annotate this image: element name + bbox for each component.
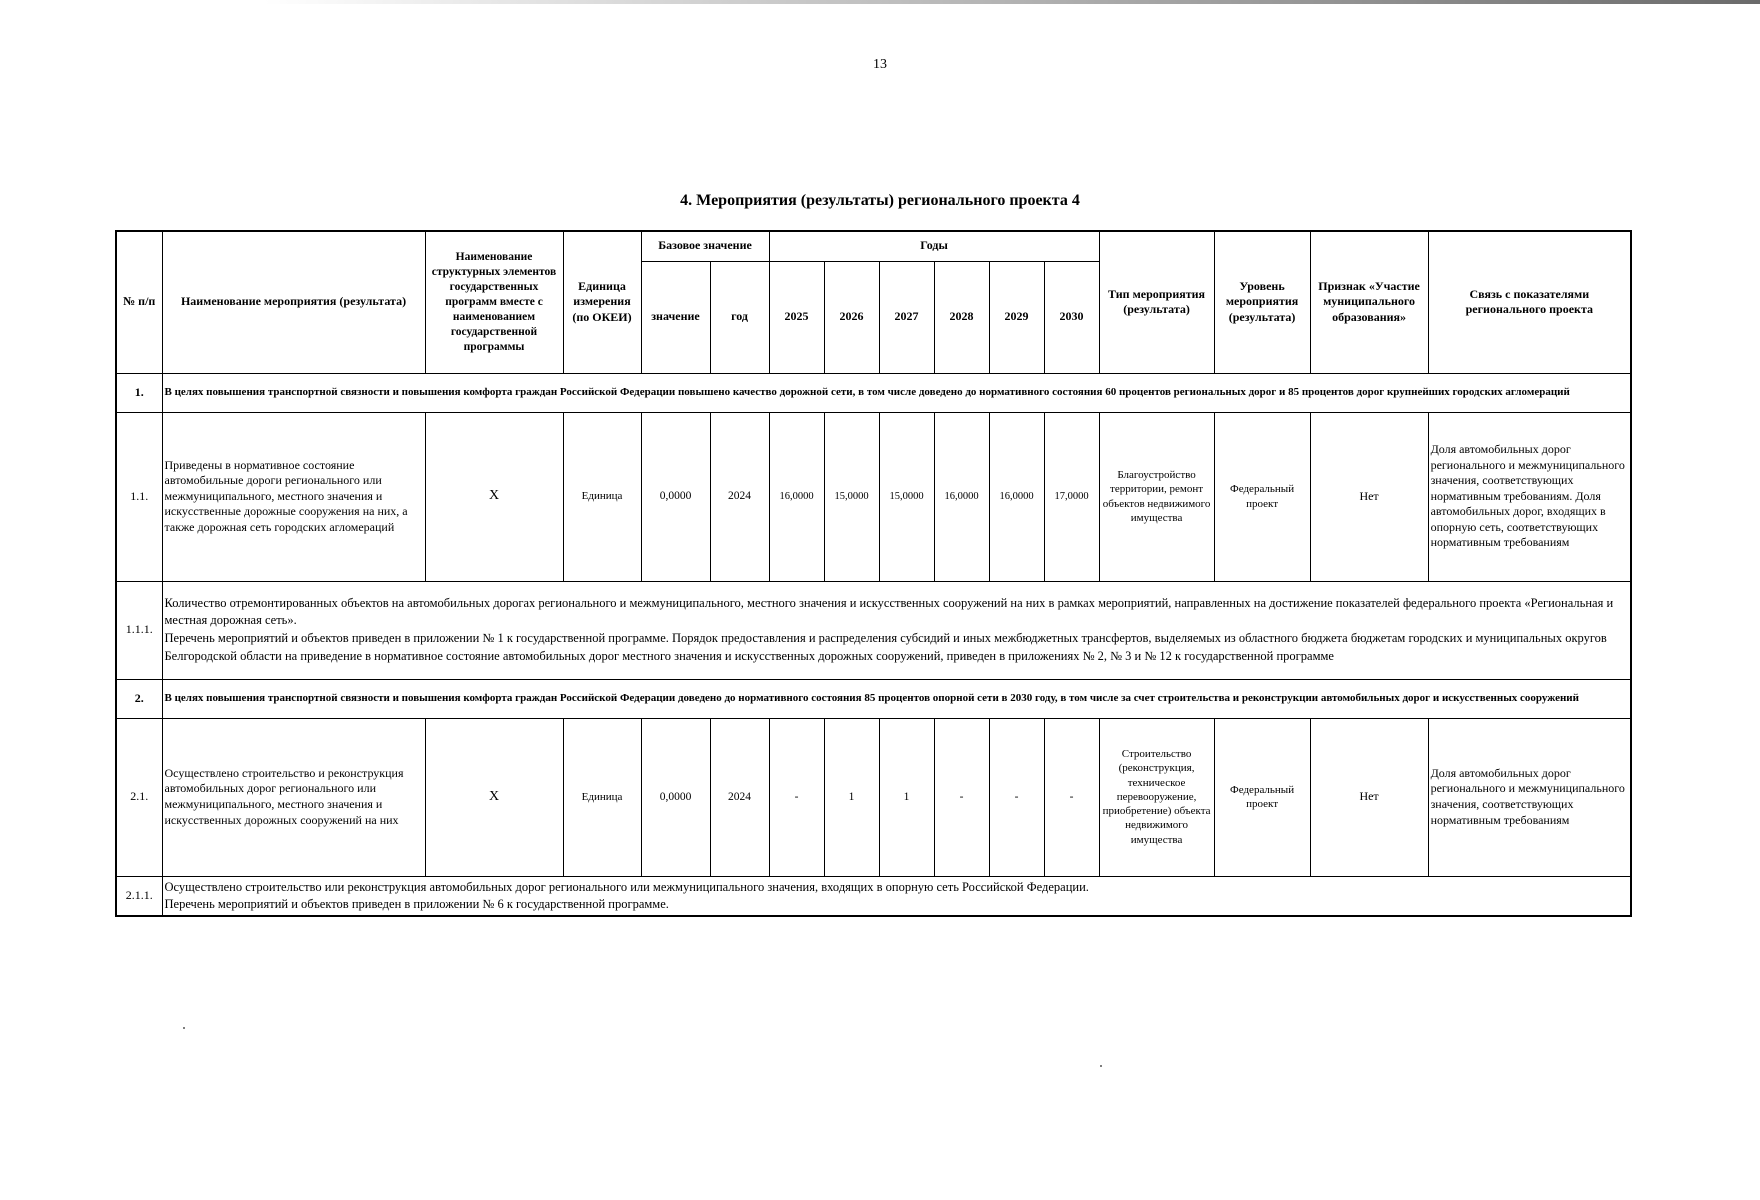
sub-line-2: Перечень мероприятий и объектов приведен в приложении № 1 к государственной программе. Порядок предоставления и распределения субсидий и иных межбюджетных трансфертов, выделяемых из областного бюджета бюджетам городских и муниципальных округов Белгородской области на приведение в нормативное состояние автомобильных дорог местного значения и искусственных дорожных сооружений, приведен в приложениях № 2, № 3 и № 12 к государственной программе [164, 631, 1607, 663]
row-value-2025: - [769, 718, 824, 876]
sub-line-1: Осуществлено строительство или реконструкция автомобильных дорог регионального или межмуниципального значения, входящих в опорную сеть Российской Федерации. [164, 879, 1089, 894]
section-text: В целях повышения транспортной связности и повышения комфорта граждан Российской Федерации повышено качество дорожной сети, в том числе доведено до нормативного состояния 60 процентов региональных дорог и 85 процентов дорог крупнейших городских агломераций [162, 373, 1631, 412]
row-value-2030: - [1044, 718, 1099, 876]
header-name: Наименование мероприятия (результата) [162, 231, 425, 373]
row-link: Доля автомобильных дорог регионального и межмуниципального значения, соответствующих нормативным требованиям [1428, 718, 1631, 876]
row-base-year: 2024 [710, 412, 769, 581]
header-unit: Единица измерения (по ОКЕИ) [563, 231, 641, 373]
row-link: Доля автомобильных дорог регионального и межмуниципального значения, соответствующих нормативным требованиям. Доля автомобильных дорог, входящих в опорную сеть, соответствующих нормативным требованиям [1428, 412, 1631, 581]
row-value-2026: 1 [824, 718, 879, 876]
header-structural: Наименование структурных элементов государственных программ вместе с наименованием государственной программы [425, 231, 563, 373]
row-sign: Нет [1310, 718, 1428, 876]
section-num: 1. [116, 373, 162, 412]
row-num: 1.1. [116, 412, 162, 581]
sub-line-1: Количество отремонтированных объектов на автомобильных дорогах регионального и межмуниципального, местного значения и искусственных сооружений на них в рамках мероприятий, направленных на достижение показателей федерального проекта «Региональная и местная дорожная сеть». [164, 595, 1614, 628]
section-row [116, 679, 1631, 718]
header-year-2030: 2030 [1044, 261, 1099, 373]
row-value-2025: 16,0000 [769, 412, 824, 581]
section-row [116, 373, 1631, 412]
section-title: 4. Мероприятия (результаты) регионального проекта 4 [680, 192, 1080, 209]
header-year-2026: 2026 [824, 261, 879, 373]
table-row [116, 412, 1631, 581]
row-structural: X [425, 412, 563, 581]
activities-table [115, 230, 1632, 917]
row-unit: Единица [563, 718, 641, 876]
row-sign: Нет [1310, 412, 1428, 581]
scan-speck [183, 1027, 185, 1029]
header-level: Уровень мероприятия (результата) [1214, 231, 1310, 373]
sub-text [162, 876, 1631, 916]
section-text: В целях повышения транспортной связности и повышения комфорта граждан Российской Федерации доведено до нормативного состояния 85 процентов опорной сети в 2030 году, в том числе за счет строительства и реконструкции автомобильных дорог и искусственных сооружений [162, 679, 1631, 718]
row-value-2029: 16,0000 [989, 412, 1044, 581]
row-value-2030: 17,0000 [1044, 412, 1099, 581]
header-link: Связь с показателями регионального проекта [1428, 231, 1631, 373]
header-year-2029: 2029 [989, 261, 1044, 373]
sub-row [116, 876, 1631, 916]
row-level: Федеральный проект [1214, 412, 1310, 581]
row-base-value: 0,0000 [641, 718, 710, 876]
header-base-year: год [710, 261, 769, 373]
header-years: Годы [769, 231, 1099, 261]
header-year-2027: 2027 [879, 261, 934, 373]
header-sign: Признак «Участие муниципального образования» [1310, 231, 1428, 373]
row-num: 2.1. [116, 718, 162, 876]
row-type: Благоустройство территории, ремонт объектов недвижимого имущества [1099, 412, 1214, 581]
header-year-2025: 2025 [769, 261, 824, 373]
row-structural: X [425, 718, 563, 876]
row-value-2028: 16,0000 [934, 412, 989, 581]
sub-row [116, 581, 1631, 679]
sub-line-2: Перечень мероприятий и объектов приведен в приложении № 6 к государственной программе. [164, 896, 669, 911]
row-name: Осуществлено строительство и реконструкция автомобильных дорог регионального или межмуниципального, местного значения и искусственных дорожных сооружений на них [162, 718, 425, 876]
row-type: Строительство (реконструкция, техническое перевооружение, приобретение) объекта недвижимого имущества [1099, 718, 1214, 876]
row-unit: Единица [563, 412, 641, 581]
sub-num: 1.1.1. [116, 581, 162, 679]
row-level: Федеральный проект [1214, 718, 1310, 876]
section-num: 2. [116, 679, 162, 718]
header-num: № п/п [116, 231, 162, 373]
header-base-value: значение [641, 261, 710, 373]
sub-text [162, 581, 1631, 679]
row-value-2027: 1 [879, 718, 934, 876]
scan-edge [0, 0, 1760, 4]
table-row [116, 718, 1631, 876]
page-number: 13 [873, 57, 887, 72]
row-base-value: 0,0000 [641, 412, 710, 581]
row-value-2026: 15,0000 [824, 412, 879, 581]
sub-num: 2.1.1. [116, 876, 162, 916]
header-row-1 [116, 231, 1631, 261]
header-type: Тип мероприятия (результата) [1099, 231, 1214, 373]
header-base: Базовое значение [641, 231, 769, 261]
row-name: Приведены в нормативное состояние автомобильные дороги регионального или межмуниципального, местного значения и искусственные дорожные сооружения на них, а также дорожная сеть городских агломераций [162, 412, 425, 581]
row-value-2028: - [934, 718, 989, 876]
row-value-2027: 15,0000 [879, 412, 934, 581]
scan-speck [1100, 1065, 1102, 1067]
row-value-2029: - [989, 718, 1044, 876]
row-base-year: 2024 [710, 718, 769, 876]
header-year-2028: 2028 [934, 261, 989, 373]
